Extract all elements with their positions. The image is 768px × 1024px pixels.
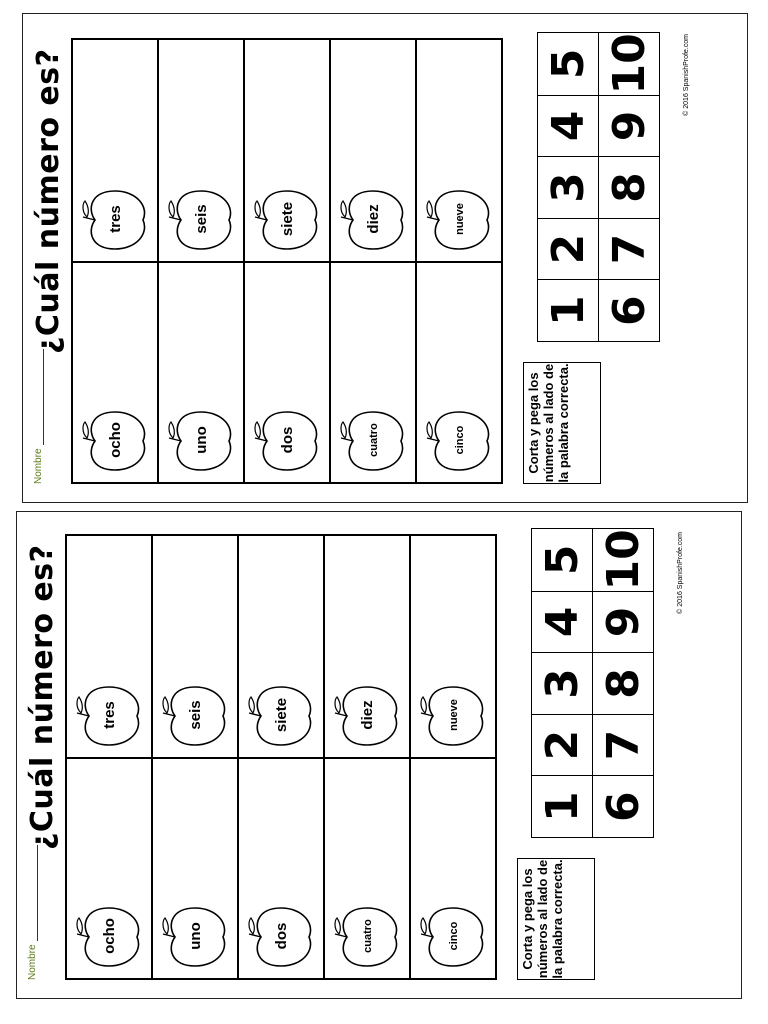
grid-cell[interactable] (73, 40, 159, 261)
number-tiles (531, 528, 654, 838)
apple-icon (245, 902, 317, 972)
worksheet-title: ¿Cuál número es? (31, 48, 66, 354)
number-tile[interactable]: 3 (532, 652, 593, 714)
number-word: cinco (448, 921, 460, 951)
name-label: Nombre (27, 944, 38, 980)
worksheet-title: ¿Cuál número es? (25, 544, 60, 850)
number-word: seis (193, 204, 210, 234)
grid-cell[interactable] (325, 536, 411, 757)
grid-cell[interactable] (159, 40, 245, 261)
apple-icon (79, 406, 151, 476)
number-tile[interactable]: 4 (538, 95, 599, 157)
copyright: © 2016 SpanishProfe.com (683, 34, 690, 116)
instructions-box: Corta y pega los números al lado de la palabra correcta. (523, 362, 601, 484)
grid-cell[interactable] (331, 40, 417, 261)
number-word: nueve (454, 203, 466, 235)
number-word: nueve (448, 699, 460, 731)
name-field[interactable] (27, 845, 38, 980)
number-word: cuatro (362, 919, 374, 953)
number-word: uno (187, 922, 204, 950)
name-field[interactable] (33, 349, 44, 484)
number-tile[interactable]: 6 (599, 279, 659, 341)
grid-cell[interactable] (239, 757, 325, 978)
grid-cell[interactable] (411, 757, 495, 978)
number-tile[interactable]: 2 (532, 714, 593, 776)
grid-cell[interactable] (153, 536, 239, 757)
apple-icon (73, 681, 145, 751)
number-word: ocho (101, 918, 118, 954)
number-tile[interactable]: 2 (538, 218, 599, 280)
apple-icon (331, 681, 403, 751)
name-line[interactable] (28, 845, 38, 941)
number-tile[interactable]: 9 (599, 95, 659, 157)
number-tile[interactable]: 9 (593, 591, 653, 653)
number-word: tres (107, 205, 124, 233)
number-word: dos (273, 922, 290, 950)
worksheet (17, 512, 741, 998)
grid-cell[interactable] (67, 536, 153, 757)
apple-icon (423, 185, 495, 255)
number-tile[interactable]: 4 (532, 591, 593, 653)
number-word: siete (279, 201, 296, 237)
number-tiles (537, 32, 660, 342)
number-word: siete (273, 697, 290, 733)
number-tile[interactable]: 8 (599, 156, 659, 218)
apple-icon (423, 406, 495, 476)
grid-cell[interactable] (239, 536, 325, 757)
instructions-box: Corta y pega los números al lado de la palabra correcta. (517, 858, 595, 980)
number-word: diez (359, 700, 376, 730)
grid-cell[interactable] (325, 757, 411, 978)
apple-icon (251, 185, 323, 255)
number-tile[interactable]: 8 (593, 652, 653, 714)
answer-grid (71, 38, 503, 484)
grid-cell[interactable] (245, 261, 331, 482)
number-word: ocho (107, 422, 124, 458)
number-word: cinco (454, 425, 466, 455)
apple-icon (331, 902, 403, 972)
apple-icon (79, 185, 151, 255)
apple-icon (165, 406, 237, 476)
number-word: tres (101, 701, 118, 729)
number-tile[interactable]: 3 (538, 156, 599, 218)
apple-icon (417, 681, 489, 751)
copyright: © 2016 SpanishProfe.com (677, 532, 684, 614)
number-word: uno (193, 426, 210, 454)
apple-icon (245, 681, 317, 751)
grid-cell[interactable] (153, 757, 239, 978)
number-tile[interactable]: 10 (603, 33, 655, 95)
number-word: cuatro (368, 423, 380, 457)
apple-icon (159, 902, 231, 972)
grid-cell[interactable] (73, 261, 159, 482)
number-tile[interactable]: 10 (597, 529, 649, 591)
grid-cell[interactable] (245, 40, 331, 261)
apple-icon (417, 902, 489, 972)
number-tile[interactable]: 6 (593, 775, 653, 837)
number-tile[interactable]: 7 (599, 218, 659, 280)
worksheet-copy-bottom (16, 511, 742, 999)
apple-icon (159, 681, 231, 751)
apple-icon (251, 406, 323, 476)
apple-icon (337, 406, 409, 476)
number-tile[interactable]: 5 (538, 33, 599, 95)
grid-cell[interactable] (417, 261, 501, 482)
worksheet (23, 14, 747, 502)
answer-grid (65, 534, 497, 980)
apple-icon (337, 185, 409, 255)
apple-icon (165, 185, 237, 255)
grid-cell[interactable] (331, 261, 417, 482)
grid-cell[interactable] (417, 40, 501, 261)
number-word: dos (279, 426, 296, 454)
number-tile[interactable]: 5 (532, 529, 593, 591)
number-word: diez (365, 204, 382, 234)
apple-icon (73, 902, 145, 972)
name-label: Nombre (33, 448, 44, 484)
name-line[interactable] (34, 349, 44, 445)
worksheet-copy-top (22, 13, 748, 503)
number-word: seis (187, 700, 204, 730)
number-tile[interactable]: 7 (593, 714, 653, 776)
grid-cell[interactable] (67, 757, 153, 978)
grid-cell[interactable] (411, 536, 495, 757)
number-tile[interactable]: 1 (538, 279, 599, 341)
number-tile[interactable]: 1 (532, 775, 593, 837)
grid-cell[interactable] (159, 261, 245, 482)
